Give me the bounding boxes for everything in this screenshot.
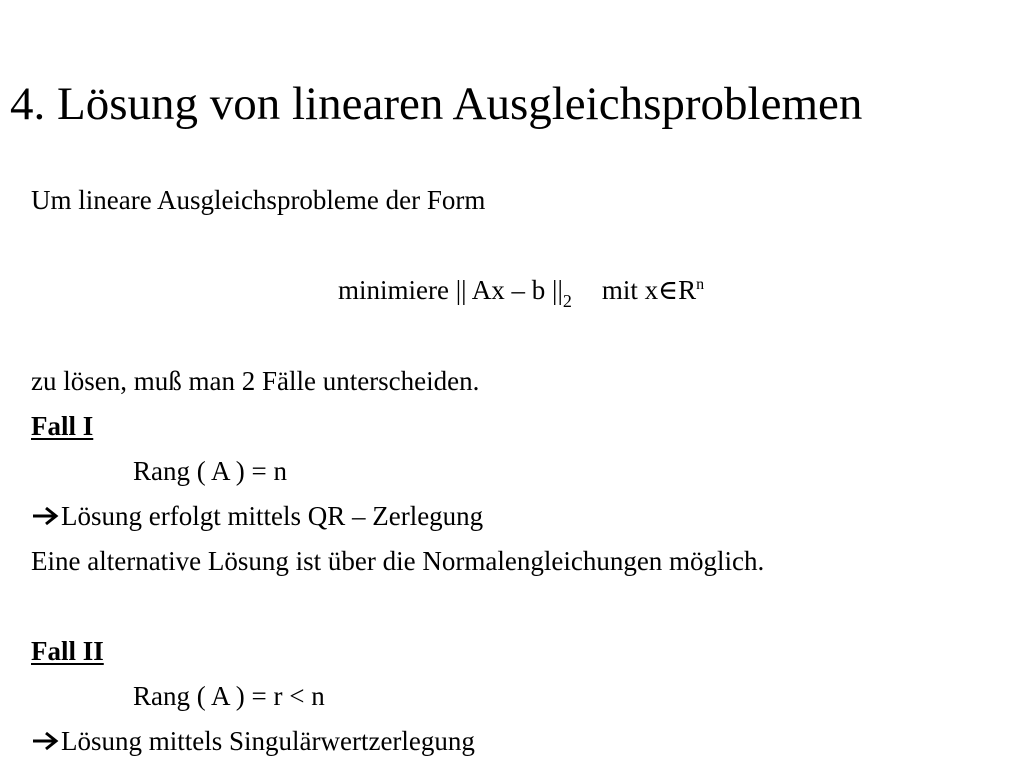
case2-condition: Rang ( A ) = r < n xyxy=(133,681,325,711)
arrow-right-icon xyxy=(31,505,59,527)
arrow-right-icon xyxy=(31,730,59,752)
case1-condition: Rang ( A ) = n xyxy=(133,456,287,486)
intro-text: Um lineare Ausgleichsprobleme der Form xyxy=(31,185,486,215)
case1-heading: Fall I xyxy=(31,411,94,441)
case1-note: Eine alternative Lösung ist über die Normalengleichungen möglich. xyxy=(31,546,765,576)
formula-mid: mit x xyxy=(601,275,659,305)
formula-prefix: minimiere || Ax – b || xyxy=(338,275,563,305)
formula-subscript: 2 xyxy=(562,291,572,311)
case2-heading: Fall II xyxy=(31,636,104,666)
case2-result xyxy=(31,723,475,759)
slide-title: 4. Lösung von linearen Ausgleichsproblemen xyxy=(10,78,863,130)
case1-result-text: Lösung erfolgt mittels QR – Zerlegung xyxy=(61,501,484,531)
formula xyxy=(338,272,704,313)
formula-set: R xyxy=(678,275,697,305)
case1-result xyxy=(31,498,483,534)
case2-result-text: Lösung mittels Singulärwertzerlegung xyxy=(61,726,475,756)
formula-element-symbol: ∈ xyxy=(658,275,679,305)
formula-superscript: n xyxy=(696,276,705,293)
cases-intro-text: zu lösen, muß man 2 Fälle unterscheiden. xyxy=(31,366,480,396)
